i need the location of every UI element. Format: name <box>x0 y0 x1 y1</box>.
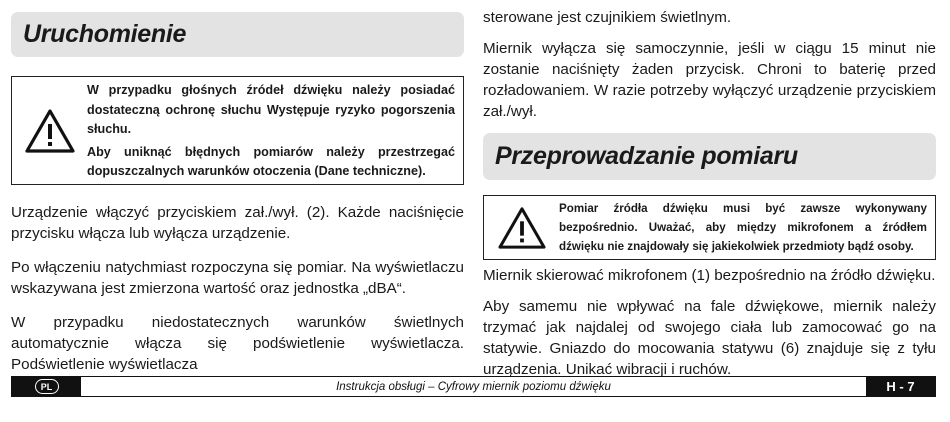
body-paragraph: Miernik skierować mikrofonem (1) bezpośrednio na źródło dźwięku. <box>483 267 936 284</box>
footer-language-block <box>12 377 81 396</box>
warning-box <box>483 195 936 260</box>
section-heading-przeprowadzanie-pomiaru: Przeprowadzanie pomiaru <box>483 133 936 180</box>
warning-triangle-icon <box>12 81 87 180</box>
body-paragraph: Miernik wyłącza się samoczynnie, jeśli w ciągu 15 minut nie zostanie naciśnięty żaden przycisk. Chroni to baterię przed rozładowaniem. W razie potrzeby wyłączyć urządzenie przyciskiem zał./wył. <box>483 40 936 120</box>
body-paragraph: Urządzenie włączyć przyciskiem zał./wył. (2). Każde naciśnięcie przycisku włącza lub wyłącza urządzenie. <box>11 204 464 242</box>
language-badge: PL <box>35 379 59 394</box>
body-paragraph: Aby samemu nie wpływać na fale dźwiękowe, miernik należy trzymać jak najdalej od swojego ciała lub zamocować go na statywie. Gniazdo do mocowania statywu (6) znajduje się z tyłu urządzenia. Unikać wibracji i ruchów. <box>483 298 936 378</box>
page-number: H - 7 <box>866 377 935 396</box>
warning-paragraph: Aby uniknąć błędnych pomiarów należy przestrzegać dopuszczalnych warunków otoczenia (Dane techniczne). <box>87 144 455 178</box>
warning-paragraph: W przypadku głośnych źródeł dźwięku należy posiadać dostateczną ochronę słuchu Występuje ryzyko pogorszenia słuchu. <box>87 83 455 136</box>
warning-text <box>87 81 455 180</box>
body-paragraph: Po włączeniu natychmiast rozpoczyna się pomiar. Na wyświetlaczu wskazywana jest zmierzona wartość oraz jednostka „dBA“. <box>11 259 464 297</box>
body-paragraph: W przypadku niedostatecznych warunków świetlnych automatycznie włącza się podświetlenie wyświetlacza. Podświetlenie wyświetlacza <box>11 314 464 373</box>
section-heading-uruchomienie: Uruchomienie <box>11 12 464 57</box>
warning-box <box>11 76 464 185</box>
warning-paragraph: Pomiar źródła dźwięku musi być zawsze wykonywany bezpośrednio. Uważać, aby między mikrofonem a źródłem dźwięku nie znajdowały się jakiekolwiek przedmioty bądź osoby. <box>559 202 927 253</box>
page-footer <box>11 376 936 397</box>
warning-text <box>559 199 927 256</box>
footer-title: Instrukcja obsługi – Cyfrowy miernik poziomu dźwięku <box>336 380 611 393</box>
body-paragraph-continued: sterowane jest czujnikiem świetlnym. <box>483 9 732 26</box>
warning-triangle-icon <box>484 199 559 256</box>
right-column <box>483 0 936 380</box>
left-column <box>11 0 464 375</box>
